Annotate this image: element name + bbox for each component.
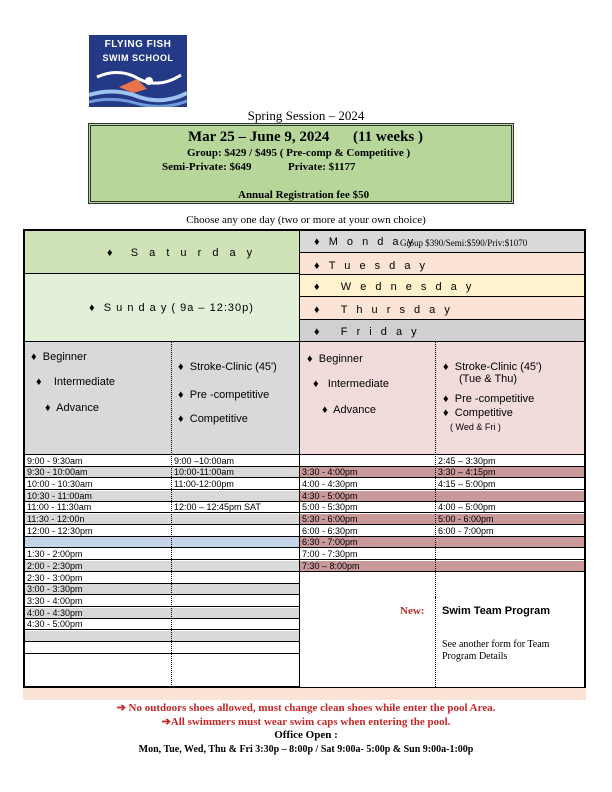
semi-private-price: Semi-Private: $649 <box>162 161 252 173</box>
program-advance: ♦ Advance <box>45 402 99 414</box>
program-advance: ♦ Advance <box>322 404 376 416</box>
school-logo <box>89 35 187 107</box>
office-hours: Mon, Tue, Wed, Thu & Fri 3:30p – 8:00p / Sat 9:00a- 5:00p & Sun 9:00a-1:00p <box>138 744 474 755</box>
arrow-icon: ➔ <box>116 702 126 714</box>
weekday-time-right: 5:00 - 6:00pm <box>436 514 584 525</box>
tuesday-cell <box>299 253 584 275</box>
weekend-time-right <box>172 608 299 619</box>
weekend-time-left: 9:00 - 9:30am <box>25 456 172 467</box>
group-price: Group: $429 / $495 ( Pre-comp & Competitive ) <box>187 147 411 159</box>
weekend-time-right <box>172 526 299 537</box>
swimmer-wave-icon <box>89 69 187 107</box>
monday-label: ♦ M o n d a y <box>314 236 417 248</box>
wednesday-cell <box>299 275 584 297</box>
program-intermediate: ♦ Intermediate <box>313 378 389 390</box>
weekend-time-left: 12:00 - 12:30pm <box>25 526 172 537</box>
weekend-time-right <box>172 584 299 595</box>
weekday-time-left: 5:00 - 5:30pm <box>300 502 436 513</box>
monday-cell <box>299 231 584 253</box>
program-competitive: ♦ Competitive <box>443 407 513 419</box>
saturday-cell <box>25 231 299 274</box>
program-stroke-clinic: ♦ Stroke-Clinic (45') <box>178 361 277 373</box>
office-title: Office Open : <box>274 729 338 741</box>
weekend-time-left: 2:00 - 2:30pm <box>25 561 172 572</box>
session-weeks: (11 weeks ) <box>353 129 423 145</box>
weekend-time-right <box>172 573 299 584</box>
wednesday-label: ♦ W e d n e s d a y <box>314 281 475 293</box>
weekday-time-right <box>436 491 584 502</box>
weekend-time-left: 4:30 - 5:00pm <box>25 619 172 630</box>
tuesday-label: ♦ T u e s d a y <box>314 260 429 272</box>
weekend-time-right <box>172 537 299 548</box>
friday-label: ♦ F r i d a y <box>314 326 420 338</box>
weekday-time-left: 4:00 - 4:30pm <box>300 479 436 490</box>
weekday-time-right: 2:45 – 3:30pm <box>436 456 584 467</box>
weekend-time-right <box>172 596 299 607</box>
weekday-time-right: 4:00 – 5:00pm <box>436 502 584 513</box>
registration-fee: Annual Registration fee $50 <box>238 189 370 201</box>
weekday-programs <box>299 342 584 455</box>
weekday-time-left: 5:30 - 6:00pm <box>300 514 436 525</box>
private-price: Private: $1177 <box>288 161 356 173</box>
weekday-time-right: 3:30 – 4:15pm <box>436 467 584 478</box>
friday-cell <box>299 320 584 342</box>
program-beginner: ♦ Beginner <box>31 351 87 363</box>
weekend-time-left <box>25 537 172 548</box>
program-competitive-days: ( Wed & Fri ) <box>450 422 501 432</box>
weekday-time-right: 4:15 – 5:00pm <box>436 479 584 490</box>
weekend-time-left: 3:00 - 3:30pm <box>25 584 172 595</box>
sunday-label: ♦ S u n d a y ( 9a – 12:30p) <box>89 302 254 314</box>
weekend-time-right <box>172 631 299 642</box>
session-dates: Mar 25 – June 9, 2024 <box>188 129 330 145</box>
session-title: Spring Session – 2024 <box>247 108 365 123</box>
weekday-time-left: 6:00 - 6:30pm <box>300 526 436 537</box>
team-program-cell <box>300 597 584 687</box>
weekend-time-left: 3:30 - 4:00pm <box>25 596 172 607</box>
bottom-strip <box>23 688 586 700</box>
program-pre-competitive: ♦ Pre -competitive <box>178 389 270 401</box>
weekend-time-right <box>172 549 299 560</box>
program-stroke-clinic: ♦ Stroke-Clinic (45') <box>443 361 542 373</box>
weekday-time-left: 4:30 - 5:00pm <box>300 491 436 502</box>
weekend-time-right: 11:00-12:00pm <box>172 479 299 490</box>
weekend-time-left: 9:30 - 10:00am <box>25 467 172 478</box>
weekday-time-right: 6:00 - 7:00pm <box>436 526 584 537</box>
weekday-time-left: 7:00 - 7:30pm <box>300 549 436 560</box>
weekend-time-left: 11:30 - 12:00n <box>25 514 172 525</box>
weekend-time-left <box>25 631 172 642</box>
weekend-programs <box>25 342 299 455</box>
weekend-time-left: 11:00 - 11:30am <box>25 502 172 513</box>
program-stroke-days: (Tue & Thu) <box>459 373 518 385</box>
program-competitive: ♦ Competitive <box>178 413 248 425</box>
notice-shoes: ➔ No outdoors shoes allowed, must change clean shoes while enter the pool Area. <box>116 702 496 714</box>
arrow-icon: ➔ <box>161 716 171 728</box>
program-intermediate: ♦ Intermediate <box>36 376 116 388</box>
weekend-time-left: 10:30 - 11:00am <box>25 491 172 502</box>
weekend-column-divider <box>171 342 172 687</box>
program-pre-competitive: ♦ Pre -competitive <box>443 393 535 405</box>
saturday-label: ♦ S a t u r d a y <box>107 247 257 259</box>
weekend-time-right <box>172 619 299 630</box>
notice-caps: ➔All swimmers must wear swim caps when entering the pool. <box>161 716 451 728</box>
weekday-time-left: 7:30 – 8:00pm <box>300 561 436 572</box>
weekend-time-right <box>172 561 299 572</box>
weekend-time-left: 1:30 - 2:00pm <box>25 549 172 560</box>
session-info-box <box>88 123 514 204</box>
weekday-time-right <box>436 561 584 572</box>
weekend-time-right: 10:00-11:00am <box>172 467 299 478</box>
weekday-time-right <box>436 549 584 560</box>
weekday-time-left <box>300 456 436 467</box>
thursday-label: ♦ T h u r s d a y <box>314 304 453 316</box>
logo-line2: SWIM SCHOOL <box>102 53 174 63</box>
team-divider <box>435 597 436 687</box>
new-label: New: <box>400 605 425 617</box>
weekday-time-left: 6:30 - 7:00pm <box>300 537 436 548</box>
main-column-divider <box>299 455 300 687</box>
weekend-time-right: 9:00 –10:00am <box>172 456 299 467</box>
weekday-time-left: 3:30 - 4:00pm <box>300 467 436 478</box>
weekend-time-right <box>172 514 299 525</box>
choose-instruction: Choose any one day (two or more at your own choice) <box>186 214 426 226</box>
logo-line1: FLYING FISH <box>104 39 172 50</box>
weekend-time-left <box>25 643 172 654</box>
weekday-time-right <box>436 537 584 548</box>
thursday-cell <box>299 297 584 320</box>
weekend-time-right: 12:00 – 12:45pm SAT <box>172 502 299 513</box>
weekday-column-divider <box>435 342 436 597</box>
team-title: Swim Team Program <box>442 605 550 617</box>
weekend-time-left: 2:30 - 3:00pm <box>25 573 172 584</box>
weekend-time-right <box>172 491 299 502</box>
weekend-time-left: 10:00 - 10:30am <box>25 479 172 490</box>
weekend-time-left: 4:00 - 4:30pm <box>25 608 172 619</box>
program-beginner: ♦ Beginner <box>307 353 363 365</box>
monday-prices: Group $390/Semi:$590/Priv:$1070 <box>400 238 528 248</box>
weekend-time-right <box>172 643 299 654</box>
sunday-cell <box>25 274 299 342</box>
team-note: See another form for Team Program Details <box>442 639 550 662</box>
